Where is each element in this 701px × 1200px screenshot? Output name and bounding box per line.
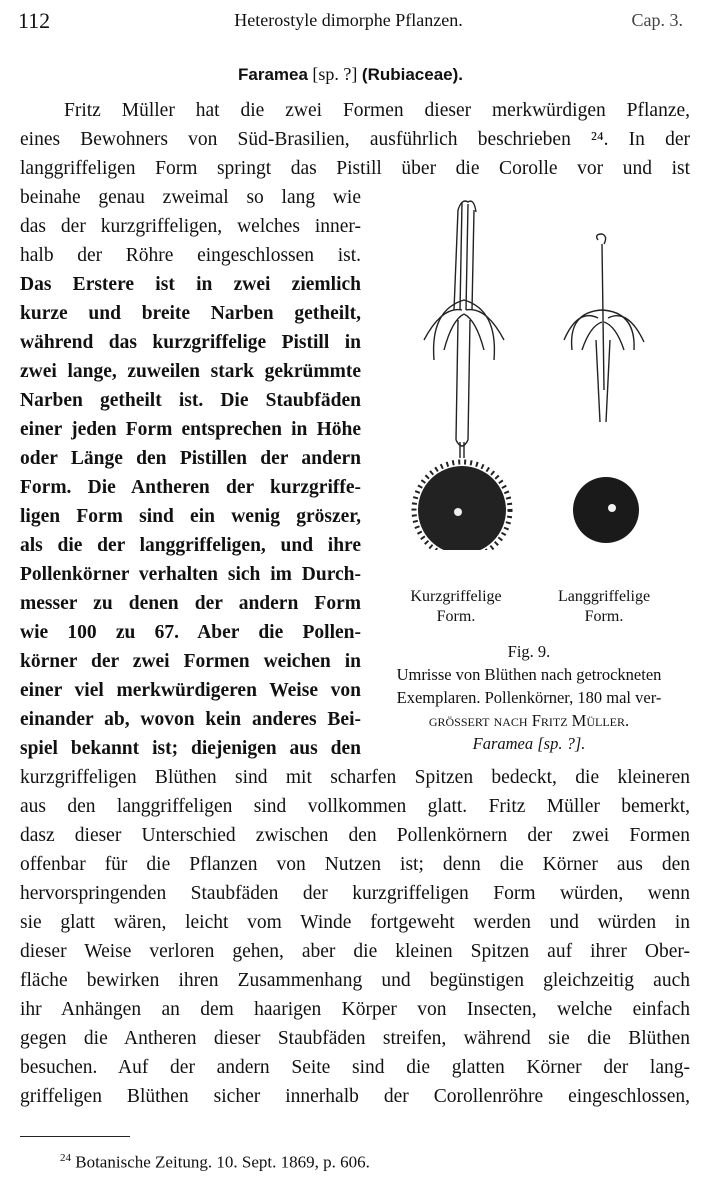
chapter-label: Cap. 3. [631, 10, 683, 30]
flower-illustrations [372, 190, 692, 550]
text-line: Narben getheilt ist. Die Staubfäden [20, 390, 361, 411]
text-line: einander ab, wovon kein anderes Bei- [20, 709, 361, 730]
text-line: besuchen. Auf der andern Seite sind die glatten Körner der lang- [20, 1057, 690, 1078]
text-line: langgriffeligen Form springt das Pistill über die Corolle vor und ist [20, 158, 690, 179]
text-line: Das Erstere ist in zwei ziemlich [20, 274, 361, 295]
text-line: Form. Die Antheren der kurzgriffe- [20, 477, 361, 498]
text-line: zwei lange, zuweilen stark gekrümmte [20, 361, 361, 382]
text-line: griffeligen Blüthen sicher innerhalb der Corollenröhre eingeschlossen, [20, 1086, 690, 1107]
text-line: spiel bekannt ist; diejenigen aus den [20, 738, 361, 759]
text-line: Fritz Müller hat die zwei Formen dieser merkwürdigen Pflanze, [64, 100, 690, 121]
text-line: ihr Anhängen an dem haarigen Körper von Insecten, welche einfach [20, 999, 690, 1020]
smooth-pollen-grain [573, 477, 639, 543]
running-title: Heterostyle dimorphe Pflanzen. [234, 10, 463, 30]
text-line: einer jeden Form entsprechen in Höhe [20, 419, 361, 440]
text-line: aus den langgriffeligen sind vollkommen glatt. Fritz Müller bemerkt, [20, 796, 690, 817]
text-line: körner der zwei Formen weichen in [20, 651, 361, 672]
text-line: einer viel merkwürdigeren Weise von [20, 680, 361, 701]
running-header [14, 8, 683, 36]
caption-line: Umrisse von Blüthen nach getrockneten [396, 665, 662, 684]
caption-line: Exemplaren. Pollenkörner, 180 mal ver- [396, 688, 662, 707]
text-line: beinahe genau zweimal so lang wie [20, 187, 361, 208]
footnote [60, 1152, 370, 1173]
text-line: wie 100 zu 67. Aber die Pollen- [20, 622, 361, 643]
text-line: während das kurzgriffelige Pistill in [20, 332, 361, 353]
text-line: hervorspringenden Staubfäden der kurzgriffeligen Form würden, wenn [20, 883, 690, 904]
text-line: dasz dieser Unterschied zwischen den Pollenkörnern der zwei Formen [20, 825, 690, 846]
text-line: Pollenkörner verhalten sich im Durch- [20, 564, 361, 585]
text-line: als die der langgriffeligen, und ihre [20, 535, 361, 556]
genus-name: Faramea [237, 65, 308, 84]
text-line: dieser Weise verloren gehen, aber die kleinen Spitzen auf ihrer Ober- [20, 941, 690, 962]
text-line: das der kurzgriffeligen, welches inner- [20, 216, 361, 237]
text-line: offenbar für die Pflanzen von Nutzen ist; denn die Körner aus den [20, 854, 690, 875]
page-number: 112 [18, 8, 51, 33]
figure-number: Fig. 9. [507, 642, 551, 661]
label-short-styled: Kurzgriffelige Form. [410, 588, 502, 625]
text-line: halb der Röhre eingeschlossen ist. [20, 245, 361, 266]
caption-line: grössert nach Fritz Müller. [428, 711, 630, 730]
text-line: messer zu denen der andern Form [20, 593, 361, 614]
text-line: sie glatt wären, leicht vom Winde fortgeweht werden und würden in [20, 912, 690, 933]
paragraph-top [20, 96, 690, 183]
caption-line: Faramea [sp. ?]. [472, 734, 586, 753]
family-name: (Rubiaceae). [361, 65, 463, 84]
footnote-marker: 24 [60, 1152, 71, 1164]
figure-9 [372, 190, 692, 550]
footnote-text: Botanische Zeitung. 10. Sept. 1869, p. 606. [75, 1152, 370, 1172]
text-line: kurzgriffeligen Blüthen sind mit scharfen Spitzen bedeckt, die kleineren [20, 767, 690, 788]
paragraph-bottom [20, 763, 690, 1111]
spiny-pollen-grain [414, 462, 510, 550]
section-heading [0, 64, 701, 85]
text-line: eines Bewohners von Süd-Brasilien, ausführlich beschrieben ²⁴. In der [20, 129, 690, 150]
footnote-rule [20, 1136, 130, 1137]
short-styled-flower-drawing [424, 201, 504, 458]
paragraph-column [20, 183, 361, 763]
text-line: oder Länge den Pistillen der andern [20, 448, 361, 469]
text-line: ligen Form sind ein wenig gröszer, [20, 506, 361, 527]
text-line: fläche bewirken ihren Zusammenhang und begünstigen gleichzeitig auch [20, 970, 690, 991]
species-mark: [sp. ?] [312, 64, 358, 84]
label-long-styled: Langgriffelige Form. [557, 588, 651, 625]
figure-caption [366, 640, 692, 755]
text-line: gegen die Antheren dieser Staubfäden streifen, während sie die Blüthen [20, 1028, 690, 1049]
text-line: kurze und breite Narben getheilt, [20, 303, 361, 324]
long-styled-flower-drawing [564, 234, 644, 422]
